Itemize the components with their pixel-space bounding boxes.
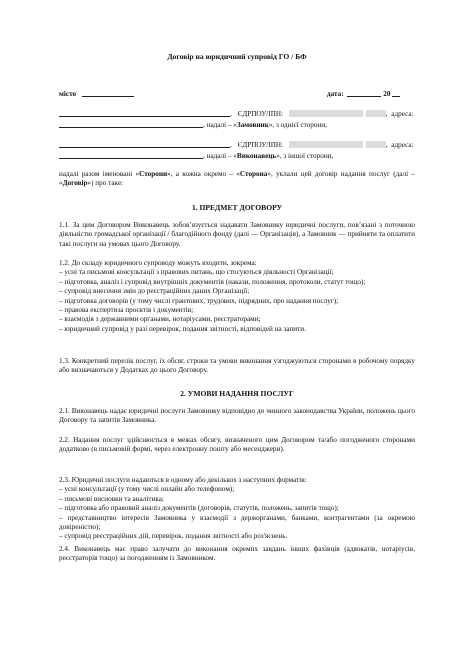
side-term: Сторона (239, 170, 268, 178)
contract-term: Договір (62, 179, 88, 188)
section2-heading: 2. УМОВИ НАДАННЯ ПОСЛУГ (180, 389, 294, 398)
list-item: – підготовка або правовий аналіз документів (договорів, статутів, положень, запитів тощо); (59, 504, 339, 513)
clause-2-2: 2.2. Надання послуг здійснюється в межах обсягу, визначеного цим Договором та/або погодженого сторонами додатково (в письмовій формі, через електронну пошту або месенджери). (59, 436, 415, 454)
city-line (59, 89, 134, 99)
party1-name-blank[interactable] (59, 109, 230, 117)
party2-line1: , ЄДРПОУ/ІПН: , адреса: (59, 140, 414, 150)
list-item: – правова експертиза проєктів і документів; (59, 306, 194, 315)
date-label: дата: (327, 90, 344, 98)
list-item: – підготовка договорів (у тому числі грантових, трудових, підрядних, про надання послуг); (59, 296, 339, 305)
list-item: – супровід реєстраційних дій, перевірок, подання звітності або роз'яснень. (59, 532, 288, 541)
sides-term: Сторони (139, 170, 168, 178)
party2-line2: , надалі – «Виконавець», з іншої сторони, (59, 151, 333, 161)
list-item: – підготовка, аналіз і супровід внутрішніх документів (накази, положення, протоколи, статут тощо); (59, 277, 366, 286)
clause-2-1: 2.1. Виконавець надає юридичні послуги Замовнику відповідно до чинного законодавства України, положень цього Договору та запитів Замовника. (59, 407, 415, 425)
party1-line2: , надалі – «Замовник», з однієї сторони, (59, 120, 327, 130)
list-item: – представництво інтересів Замовника у взаємодії з держорганами, банками, контрагентами (за окремою довіреністю); (59, 513, 415, 532)
date-line (327, 89, 400, 99)
party1-edrpou-field[interactable] (289, 110, 363, 117)
party1-line1: , ЄДРПОУ/ІПН: , адреса: (59, 109, 414, 119)
clause-1-1: 1.1. За цим Договором Виконавець зобов’язується надавати Замовнику юридичні послуги, пов’язані з поточною діяльністю громадської організації / благодійного фонду (далі — Організація), а Замовник — прийняти та оплатити такі послуги на умовах цього Договору. (59, 221, 415, 248)
party2-address-label: адреса: (391, 141, 414, 149)
party1-role: Замовник (236, 121, 269, 129)
section1-heading: 1. ПРЕДМЕТ ДОГОВОРУ (191, 203, 283, 212)
clause-1-2 (59, 259, 415, 334)
city-label: місто (59, 90, 77, 98)
party1-address-blank[interactable] (59, 120, 203, 128)
party2-edrpou-label: ЄДРПОУ/ІПН: (237, 141, 284, 149)
list-item: – усні консультації (у тому числі онлайн або телефоном); (59, 485, 235, 494)
party1-edrpou-field-extra[interactable] (366, 110, 386, 117)
year-prefix: 20 (383, 90, 391, 98)
list-item: – юридичний супровід у разі перевірок, подання звітності, відповідей на запити. (59, 324, 306, 333)
clause-1-3: 1.3. Конкретний перелік послуг, їх обсяг, строки та умови виконання узгоджуються сторонами в робочому порядку або визначаються у Додатках до цього Договору. (59, 357, 415, 375)
clause-2-4: 2.4. Виконавець має право залучати до виконання окремих завдань інших фахівців (адвокатів, нотаріусів, реєстраторів тощо) за погодженням із Замовником. (59, 545, 415, 563)
date-blank[interactable] (347, 89, 381, 97)
year-blank[interactable] (392, 89, 400, 97)
party1-edrpou-label: ЄДРПОУ/ІПН: (237, 110, 284, 118)
list-item: – взаємодія з державними органами, нотаріусами, реєстраторами; (59, 315, 261, 324)
list-item: – письмові висновки та аналітика; (59, 494, 164, 503)
clause-2-3 (59, 476, 415, 542)
document-title: Договір на юридичний супровід ГО / БФ (167, 52, 307, 61)
party2-edrpou-field-extra[interactable] (366, 141, 386, 148)
city-blank[interactable] (82, 89, 134, 97)
list-item: – супровід внесення змін до реєстраційних даних Організації; (59, 287, 250, 296)
party2-role: Виконавець (236, 152, 277, 160)
party2-name-blank[interactable] (59, 140, 230, 148)
clause-2-3-intro: 2.3. Юридичні послуги надаються в одному або декількох з наступних форматів: (59, 476, 307, 484)
party1-address-label: адреса: (391, 110, 414, 118)
party2-edrpou-field[interactable] (289, 141, 363, 148)
intro-paragraph: надалі разом іменовані «Сторони», а кожна окремо – «Сторона», уклали цей договір надання послуг (далі – «Договір») про таке: (59, 170, 415, 188)
clause-1-2-intro: 1.2. До складу юридичного супроводу можуть входити, зокрема: (59, 259, 257, 267)
list-item: – усні та письмові консультації з правових питань, що стосуються діяльності Організації; (59, 268, 334, 277)
party2-address-blank[interactable] (59, 151, 203, 159)
